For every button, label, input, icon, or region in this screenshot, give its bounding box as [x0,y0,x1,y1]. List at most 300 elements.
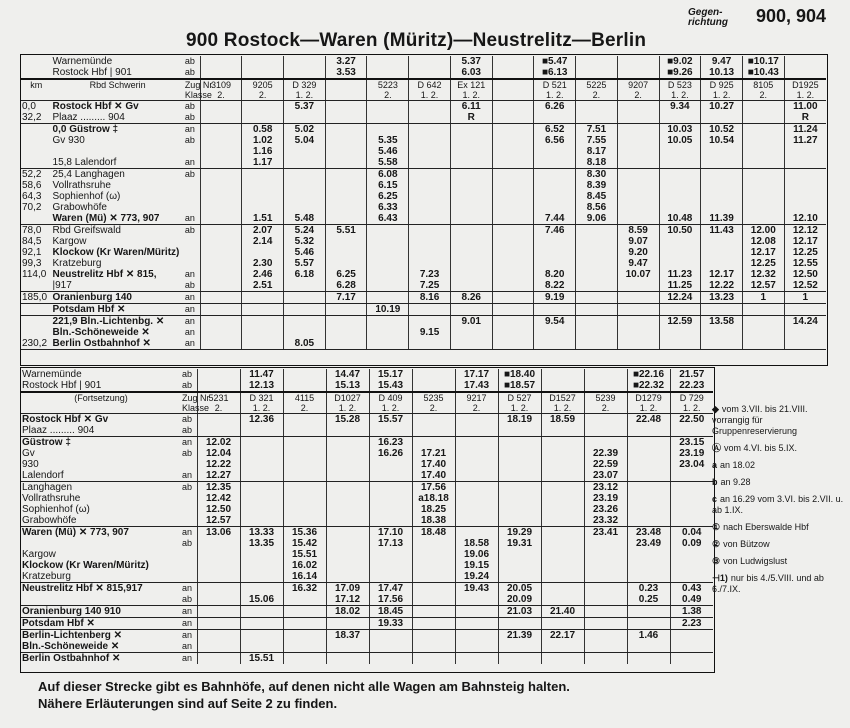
time-cell: 23.32 [584,515,627,527]
time-cell [498,448,541,459]
station-name: 15,8 Lalendorf [52,157,184,169]
column-header: 9207 [617,79,659,90]
time-cell [284,292,326,304]
time-cell: 8.22 [534,280,576,292]
time-cell: 6.33 [367,202,409,213]
time-cell: 5.37 [284,101,326,113]
column-header: 2. [584,403,627,414]
station-name: Gv 930 [52,135,85,146]
station-row [21,583,713,595]
time-cell [450,236,492,247]
time-cell [627,549,670,560]
top-timetable [21,56,826,350]
column-header: 1. 2. [534,90,576,101]
time-cell [325,236,367,247]
station-name: Berlin-Lichtenberg ✕ [22,630,123,641]
time-cell [534,327,576,338]
time-cell: 10.54 [701,135,743,146]
column-header: 5239 [584,392,627,403]
legend [712,404,844,601]
station-name: Neustrelitz Hbf ✕ 815,917 [22,583,143,594]
time-cell [617,304,659,316]
time-cell [498,653,541,665]
time-cell [534,169,576,181]
time-cell: 23.48 [627,527,670,539]
station-row [21,316,826,328]
column-header: 8105 [742,79,784,90]
time-cell [541,425,584,437]
time-cell: 15.42 [283,538,326,549]
station-name: Grabowhöfe [21,515,181,527]
time-cell [659,338,701,350]
time-cell [197,630,240,642]
station-name: Oranienburg 140 910 [21,606,181,618]
time-cell [409,135,451,146]
time-cell [200,247,242,258]
time-cell [200,180,242,191]
time-cell: 6.26 [534,101,576,113]
footer-note [38,678,570,712]
page-title: 900 Rostock—Waren (Müritz)—Neustrelitz—Berlin [186,30,647,51]
time-cell: 1.17 [242,157,284,169]
time-cell [412,583,455,595]
column-header [325,90,367,101]
station-name: Berlin Ostbahnhof ✕ [52,338,184,350]
station-row [21,482,713,494]
column-header: 4115 [283,392,326,403]
arr-dep-mark: ab [184,135,195,145]
time-cell [409,225,451,237]
time-cell: 12.32 [742,269,784,280]
arr-dep-mark: ab [182,482,193,492]
legend-text: vom 3.VII. bis 21.VIII. vorrangig für Gruppenreservierung [712,404,808,436]
station-row [21,202,826,213]
column-header: 2. [242,90,284,101]
time-cell [742,157,784,169]
time-cell [455,653,498,665]
time-cell: 9.01 [450,316,492,328]
time-cell: 9.19 [534,292,576,304]
legend-text: an 18.02 [720,460,756,470]
arr-dep-mark: an [182,630,193,640]
time-cell: 19.33 [369,618,412,630]
time-cell: 2.30 [242,258,284,269]
time-cell [197,606,240,618]
time-cell: a18.18 [412,493,455,504]
arr-dep-mark: an [184,316,195,326]
time-cell [742,146,784,157]
time-cell: 7.44 [534,213,576,225]
legend-item [712,556,844,567]
time-cell: 13.33 [240,527,283,539]
km-cell [21,56,52,67]
time-cell [498,571,541,583]
station-row [21,338,826,350]
time-cell: 13.23 [701,292,743,304]
time-cell [627,653,670,665]
arr-dep-mark [184,180,200,191]
time-cell [283,504,326,515]
time-cell [326,618,369,630]
time-cell [541,437,584,449]
time-cell [627,482,670,494]
time-cell [659,180,701,191]
time-cell [492,304,534,316]
time-cell [450,169,492,181]
time-cell: 12.17 [701,269,743,280]
time-cell [284,157,326,169]
time-cell [576,67,618,79]
legend-item [712,460,844,471]
time-cell: ■9.02 [659,56,701,67]
time-cell [412,571,455,583]
station-row [21,493,713,504]
time-cell [584,618,627,630]
time-cell [627,448,670,459]
station-row [21,630,713,642]
time-cell: 15.06 [240,594,283,606]
km-cell: 32,2 [21,112,52,124]
column-header: 1. 2. [240,403,283,414]
time-cell: 12.52 [784,280,826,292]
time-cell [617,213,659,225]
station-name: Plaaz ......... 904 [21,425,181,437]
time-cell [412,369,455,380]
time-cell: 12.35 [197,482,240,494]
time-cell [659,146,701,157]
time-cell [627,504,670,515]
time-cell: 6.25 [367,191,409,202]
time-cell: 23.12 [584,482,627,494]
time-cell: 9.47 [617,258,659,269]
station-row [21,169,826,181]
time-cell: 18.38 [412,515,455,527]
time-cell [498,641,541,653]
time-cell [492,213,534,225]
time-cell: 22.50 [670,414,713,426]
km-cell [21,124,52,136]
legend-text: nach Eberswalde Hbf [723,522,809,532]
time-cell [742,316,784,328]
time-cell [325,169,367,181]
time-cell [325,191,367,202]
time-cell [534,247,576,258]
time-cell [627,470,670,482]
time-cell [369,470,412,482]
station-row [21,571,713,583]
time-cell [492,146,534,157]
time-cell: 5.46 [367,146,409,157]
time-cell [409,157,451,169]
time-cell [627,606,670,618]
time-cell [617,101,659,113]
time-cell: 23.15 [670,437,713,449]
time-cell [455,493,498,504]
column-header: 5231 [197,392,240,403]
time-cell: 7.46 [534,225,576,237]
time-cell [784,169,826,181]
time-cell: 19.15 [455,560,498,571]
time-cell [325,101,367,113]
station-name: Lalendorf [21,470,181,482]
time-cell [701,258,743,269]
time-cell [498,515,541,527]
column-header: Rbd Schwerin [89,80,146,90]
time-cell [367,338,409,350]
station-name: Güstrow ‡ [22,437,71,448]
time-cell: 7.55 [576,135,618,146]
time-cell [325,135,367,146]
time-cell: 21.39 [498,630,541,642]
time-cell: 0.23 [627,583,670,595]
time-cell [659,247,701,258]
time-cell: 5.24 [284,225,326,237]
time-cell [541,515,584,527]
time-cell [584,594,627,606]
time-cell: 6.11 [450,101,492,113]
column-header [325,79,367,90]
arr-dep-mark: an [181,470,197,482]
time-cell [412,618,455,630]
time-cell [325,112,367,124]
time-cell [617,338,659,350]
column-header [492,79,534,90]
time-cell [242,292,284,304]
time-cell [576,269,618,280]
legend-item [712,573,844,595]
station-row [21,280,826,292]
time-cell [617,157,659,169]
time-cell [367,124,409,136]
time-cell [534,304,576,316]
arr-dep-mark: ab [181,594,197,606]
time-cell: 11.39 [701,213,743,225]
time-cell [412,414,455,426]
station-name [52,146,184,157]
time-cell [455,504,498,515]
time-cell [742,338,784,350]
time-cell [670,560,713,571]
time-cell [492,247,534,258]
column-header: 2. [197,403,240,414]
time-cell: 5.57 [284,258,326,269]
time-cell [242,338,284,350]
time-cell [325,316,367,328]
legend-text: vom 4.VI. bis 5.IX. [724,443,798,453]
time-cell [742,101,784,113]
arr-dep-mark: ab [184,280,200,292]
time-cell [200,316,242,328]
time-cell: 1.38 [670,606,713,618]
arr-dep-mark [184,202,200,213]
time-cell: 23.07 [584,470,627,482]
legend-symbol: c [712,494,718,504]
time-cell: 0.49 [670,594,713,606]
time-cell [455,641,498,653]
time-cell [200,146,242,157]
time-cell: 8.16 [409,292,451,304]
time-cell [367,56,409,67]
time-cell: 5.46 [284,247,326,258]
time-cell [283,380,326,392]
legend-symbol: ⊣1) [712,573,728,583]
column-header: 2. [576,90,618,101]
time-cell [627,515,670,527]
station-name: 25,4 Langhagen [52,169,125,180]
time-cell [325,180,367,191]
km-cell: 84,5 [22,236,42,247]
time-cell: 10.13 [701,67,743,79]
time-cell [784,146,826,157]
station-name: Vollrathsruhe [22,493,81,504]
time-cell: 15.43 [369,380,412,392]
time-cell [240,560,283,571]
column-header-row [21,79,826,90]
station-row [21,157,826,169]
time-cell [742,124,784,136]
station-name: 0,0 Güstrow ‡ [52,124,119,135]
time-cell [617,327,659,338]
time-cell [455,459,498,470]
time-cell [534,180,576,191]
time-cell [367,292,409,304]
station-row [21,247,826,258]
time-cell [412,425,455,437]
time-cell [283,515,326,527]
time-cell: 13.58 [701,316,743,328]
time-cell [284,191,326,202]
time-cell [450,124,492,136]
direction-label: Gegen- richtung [688,7,728,28]
station-row [21,236,826,247]
time-cell: 9.20 [617,247,659,258]
legend-item [712,404,844,437]
arr-dep-mark: ab [184,56,195,66]
station-name: Kargow [52,236,87,247]
time-cell: 17.56 [412,482,455,494]
time-cell [584,549,627,560]
time-cell [584,583,627,595]
time-cell: 12.55 [784,258,826,269]
arr-dep-mark: an [184,338,200,350]
time-cell: 10.03 [659,124,701,136]
time-cell [670,515,713,527]
time-cell: 17.56 [369,594,412,606]
station-row [21,101,826,113]
column-header: 5235 [412,392,455,403]
arr-dep-mark [184,247,200,258]
time-cell [283,493,326,504]
time-cell: 18.25 [412,504,455,515]
time-cell [326,653,369,665]
time-cell [534,258,576,269]
arr-dep-mark: ab [182,414,193,424]
time-cell [242,191,284,202]
station-name: Sophienhof (ω) [22,504,90,515]
arr-dep-mark [181,493,197,504]
arr-dep-mark [181,459,197,470]
time-cell: 12.00 [742,225,784,237]
time-cell [412,380,455,392]
column-header-row [21,392,713,403]
time-cell: 17.21 [412,448,455,459]
time-cell: 8.17 [576,146,618,157]
legend-item [712,522,844,533]
station-name: Bln.-Schöneweide ✕ [21,641,181,653]
time-cell [584,437,627,449]
time-cell [409,338,451,350]
station-name: 221,9 Bln.-Lichtenbg. ✕ [52,316,165,327]
time-cell [455,425,498,437]
station-name: Rostock Hbf ✕ Gv [22,414,109,425]
time-cell [784,56,826,67]
time-cell [492,258,534,269]
station-name: Kratzeburg [21,571,181,583]
km-cell: 114,0 [22,269,47,280]
km-cell [21,316,52,328]
column-header: 9205 [242,79,284,90]
time-cell [200,124,242,136]
station-row [21,292,826,304]
time-cell: 9.07 [617,236,659,247]
time-cell [325,327,367,338]
time-cell [742,202,784,213]
arr-dep-mark: an [184,157,200,169]
time-cell [369,504,412,515]
time-cell [659,169,701,181]
time-cell [541,493,584,504]
time-cell: R [784,112,826,124]
column-header: 1. 2. [409,90,451,101]
time-cell: 17.12 [326,594,369,606]
time-cell [541,527,584,539]
time-cell: 19.24 [455,571,498,583]
time-cell: 0.43 [670,583,713,595]
time-cell: 13.06 [197,527,240,539]
time-cell [627,437,670,449]
column-header: 5223 [367,79,409,90]
time-cell [742,191,784,202]
time-cell: 3.53 [325,67,367,79]
km-cell [21,280,52,292]
column-header: D 523 [659,79,701,90]
time-cell [242,112,284,124]
station-name: Klockow (Kr Waren/Müritz) [22,560,149,571]
time-cell [412,641,455,653]
station-row [21,258,826,269]
station-name: Neustrelitz Hbf ✕ 815, [52,269,157,280]
time-cell: 12.57 [197,515,240,527]
time-cell [200,269,242,280]
time-cell [326,425,369,437]
time-cell: 12.17 [784,236,826,247]
time-cell: 17.17 [455,369,498,380]
time-cell [200,236,242,247]
time-cell [742,304,784,316]
column-header: 1. 2. [369,403,412,414]
time-cell: 23.49 [627,538,670,549]
station-name [21,538,181,549]
time-cell [492,56,534,67]
column-header: D 729 [670,392,713,403]
time-cell [283,606,326,618]
time-cell [455,437,498,449]
time-cell: 1.51 [242,213,284,225]
time-cell [242,67,284,79]
time-cell [659,327,701,338]
time-cell: 10.48 [659,213,701,225]
time-cell [284,316,326,328]
